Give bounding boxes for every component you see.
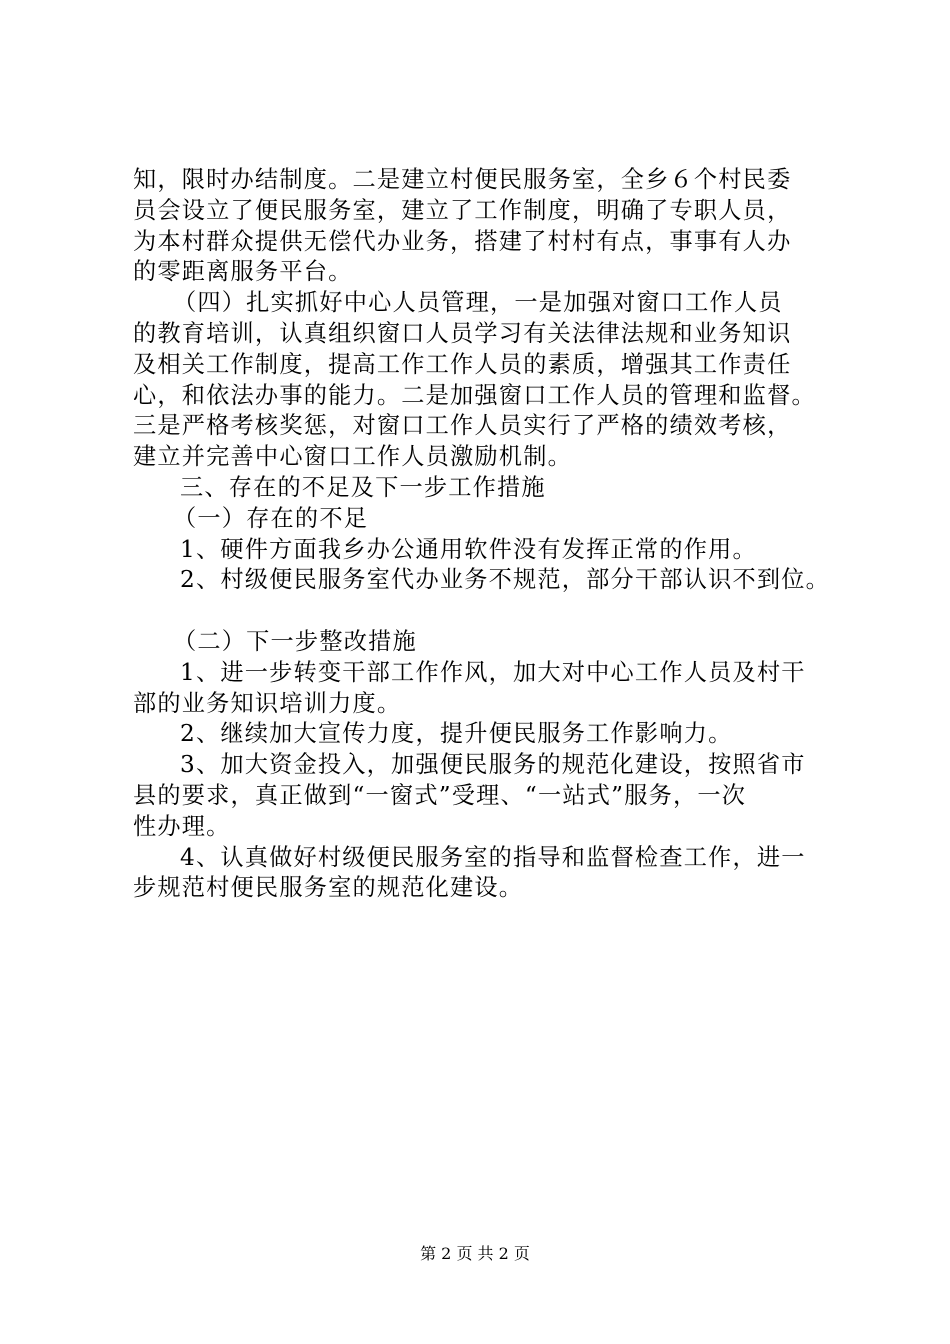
- paragraph-line: （四）扎实抓好中心人员管理，一是加强对窗口工作人员: [173, 289, 783, 317]
- list-item-continuation: 县的要求，真正做到“一窗式”受理、“一站式”服务，一次: [133, 781, 747, 809]
- paragraph-line: 为本村群众提供无偿代办业务，搭建了村村有点，事事有人办: [133, 227, 792, 255]
- list-item: 4、认真做好村级便民服务室的指导和监督检查工作，进一: [180, 843, 806, 871]
- list-item: 3、加大资金投入，加强便民服务的规范化建设，按照省市: [180, 751, 806, 779]
- subsection-heading: （二）下一步整改措施: [173, 627, 417, 655]
- page-footer: [0, 1244, 950, 1264]
- list-item: 2、村级便民服务室代办业务不规范，部分干部认识不到位。: [180, 566, 831, 594]
- paragraph-line: 知，限时办结制度。二是建立村便民服务室，全乡６个村民委: [133, 166, 792, 193]
- paragraph-line: 三是严格考核奖惩，对窗口工作人员实行了严格的绩效考核，: [133, 412, 792, 440]
- paragraph-line: 的教育培训，认真组织窗口人员学习有关法律法规和业务知识: [133, 319, 792, 347]
- list-item-continuation: 步规范村便民服务室的规范化建设。: [133, 874, 524, 902]
- paragraph-line: 建立并完善中心窗口工作人员激励机制。: [133, 443, 572, 471]
- subsection-heading: （一）存在的不足: [173, 504, 369, 532]
- list-item-continuation: 性办理。: [133, 812, 231, 840]
- section-heading: 三、存在的不足及下一步工作措施: [180, 473, 546, 501]
- paragraph-line: 及相关工作制度，提高工作工作人员的素质，增强其工作责任: [133, 350, 792, 378]
- list-item-continuation: 部的业务知识培训力度。: [133, 689, 402, 717]
- paragraph-line: 的零距离服务平台。: [133, 258, 353, 286]
- list-item: 1、进一步转变干部工作作风，加大对中心工作人员及村干: [180, 658, 806, 686]
- paragraph-line: 员会设立了便民服务室，建立了工作制度，明确了专职人员，: [133, 196, 792, 224]
- blank-line: [133, 596, 849, 627]
- list-item: 2、继续加大宣传力度，提升便民服务工作影响力。: [180, 720, 733, 748]
- page-number: 第 2 页 共 2 页: [420, 1244, 530, 1263]
- paragraph-line: 心，和依法办事的能力。二是加强窗口工作人员的管理和监督。: [133, 381, 816, 409]
- list-item: 1、硬件方面我乡办公通用软件没有发挥正常的作用。: [180, 535, 757, 563]
- document-body: [133, 165, 849, 904]
